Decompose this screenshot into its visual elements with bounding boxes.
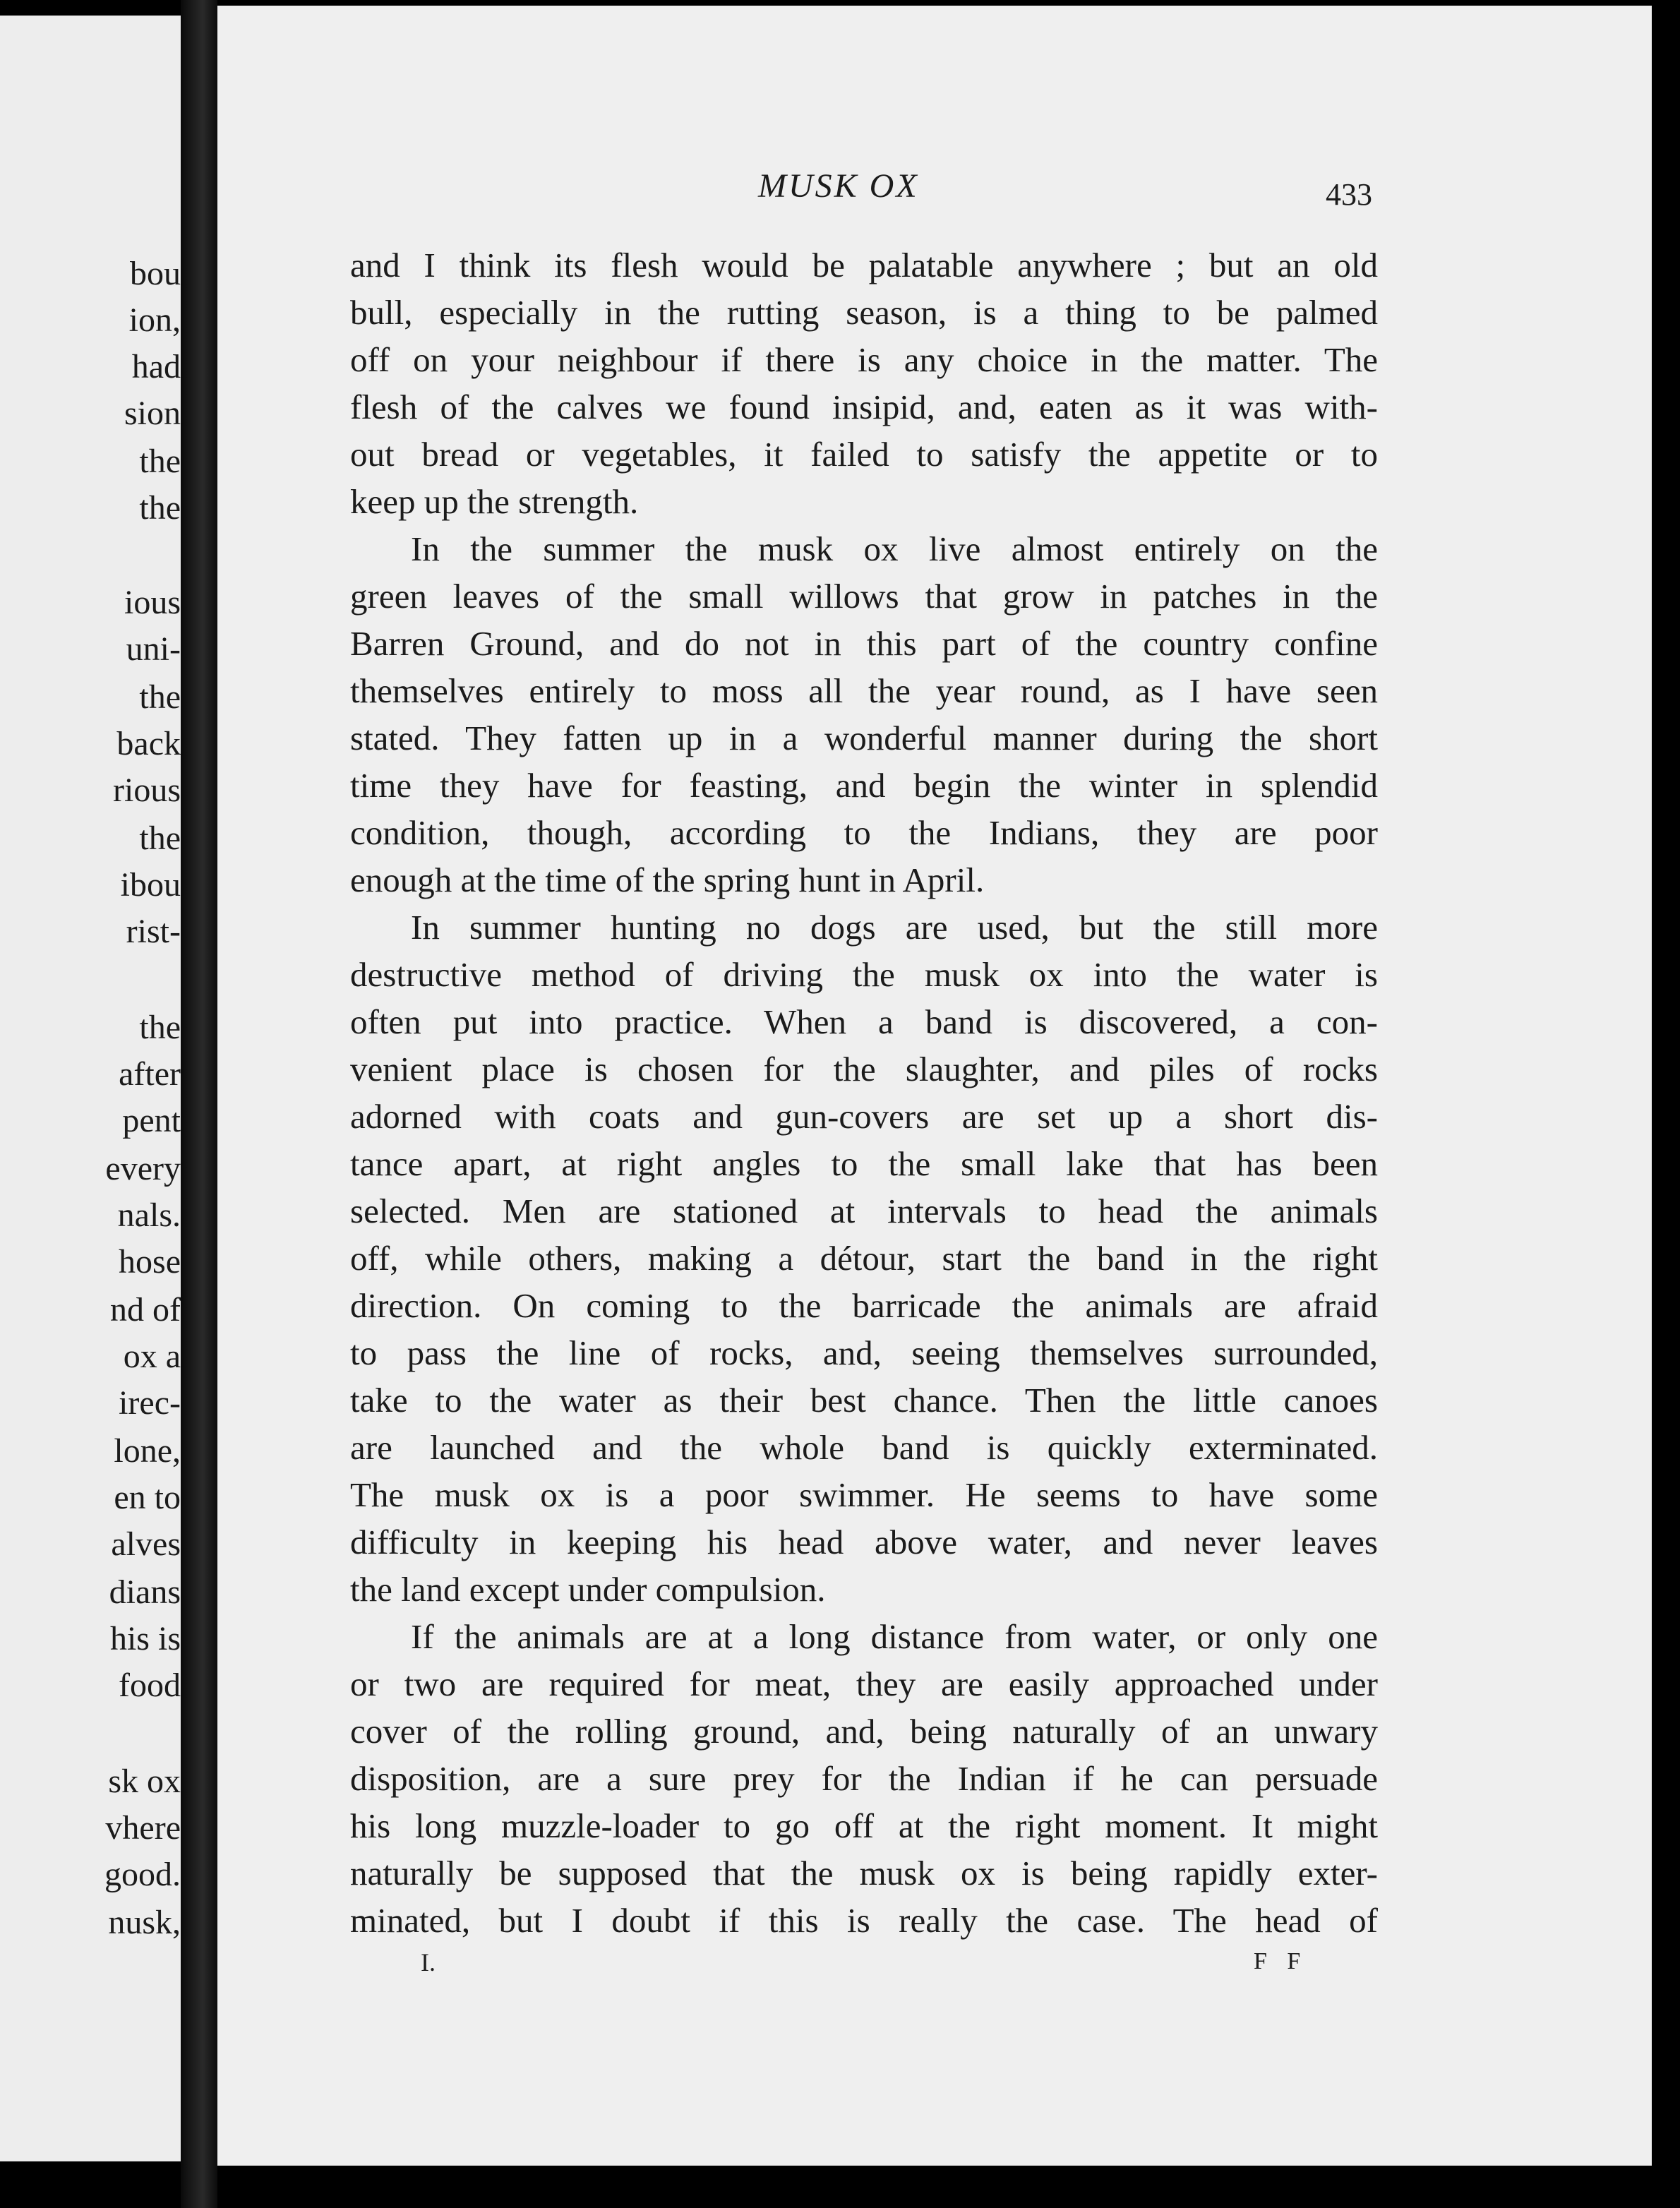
left-page-line-fragment: nusk,: [108, 1904, 181, 1941]
text-line: cover of the rolling ground, and, being naturally of an unwary: [350, 1712, 1378, 1751]
left-page-line-fragment: vhere: [105, 1809, 181, 1847]
left-page-line-fragment: rious: [113, 772, 181, 809]
left-page-line-fragment: good.: [104, 1856, 181, 1893]
left-page-line-fragment: ibou: [120, 866, 181, 904]
left-page-line-fragment: ion,: [128, 301, 181, 339]
previous-page-fragment: [0, 16, 181, 2161]
left-page-line-fragment: bou: [130, 255, 181, 292]
text-line: bull, especially in the rutting season, is a thing to be palmed: [350, 293, 1378, 332]
left-page-line-fragment: alves: [111, 1525, 181, 1563]
text-line: often put into practice. When a band is discovered, a con-: [350, 1002, 1378, 1041]
left-page-line-fragment: pent: [122, 1102, 181, 1139]
left-page-line-fragment: hose: [119, 1243, 181, 1280]
text-line: flesh of the calves we found insipid, and, eaten as it was with-: [350, 388, 1378, 426]
left-page-line-fragment: after: [119, 1055, 181, 1093]
page-number: 433: [1326, 177, 1372, 212]
text-line: out bread or vegetables, it failed to satisfy the appetite or to: [350, 435, 1378, 474]
left-page-line-fragment: sion: [124, 395, 181, 432]
text-line: In the summer the musk ox live almost entirely on the: [411, 529, 1378, 568]
text-line: keep up the strength.: [350, 482, 639, 521]
text-line: selected. Men are stationed at intervals to head the animals: [350, 1192, 1378, 1230]
text-line: difficulty in keeping his head above water, and never leaves: [350, 1523, 1378, 1561]
left-page-line-fragment: had: [131, 348, 181, 385]
text-line: to pass the line of rocks, and, seeing themselves surrounded,: [350, 1333, 1378, 1372]
text-line: take to the water as their best chance. Then the little canoes: [350, 1381, 1378, 1420]
left-page-line-fragment: every: [105, 1150, 181, 1187]
text-line: the land except under compulsion.: [350, 1570, 826, 1609]
text-line: disposition, are a sure prey for the Indian if he can persuade: [350, 1759, 1378, 1798]
body-text: [350, 241, 1378, 1944]
left-page-line-fragment: the: [139, 489, 181, 527]
left-page-line-fragment: the: [139, 678, 181, 716]
text-line: enough at the time of the spring hunt in April.: [350, 860, 985, 899]
running-head: MUSK OX: [758, 167, 919, 205]
text-line: time they have for feasting, and begin the winter in splendid: [350, 766, 1378, 805]
text-line: his long muzzle-loader to go off at the right moment. It might: [350, 1806, 1378, 1845]
left-page-line-fragment: the: [139, 1009, 181, 1046]
left-page-line-fragment: the: [139, 443, 181, 480]
left-page-line-fragment: rist-: [126, 913, 181, 950]
text-line: off, while others, making a détour, start the band in the right: [350, 1239, 1378, 1278]
left-page-line-fragment: back: [116, 725, 181, 762]
text-line: stated. They fatten up in a wonderful manner during the short: [350, 719, 1378, 757]
signature-mark-left: I.: [421, 1948, 436, 1976]
paragraph: [350, 1613, 1378, 1944]
text-line: Barren Ground, and do not in this part of the country confine: [350, 624, 1378, 663]
text-line: direction. On coming to the barricade the animals are afraid: [350, 1286, 1378, 1325]
paragraph: [350, 525, 1378, 904]
text-line: destructive method of driving the musk ox into the water is: [350, 955, 1378, 994]
book-gutter: [181, 0, 217, 2208]
text-line: If the animals are at a long distance from water, or only one: [411, 1617, 1378, 1656]
left-page-line-fragment: food: [119, 1667, 181, 1704]
left-page-line-fragment: uni-: [126, 630, 181, 668]
left-page-line-fragment: the: [139, 820, 181, 857]
left-page-line-fragment: dians: [109, 1573, 181, 1611]
left-page-line-fragment: en to: [114, 1479, 181, 1516]
text-line: themselves entirely to moss all the year round, as I have seen: [350, 671, 1378, 710]
paragraph: [350, 241, 1378, 525]
text-line: tance apart, at right angles to the small lake that has been: [350, 1144, 1378, 1183]
text-line: green leaves of the small willows that grow in patches in the: [350, 577, 1378, 616]
left-page-line-fragment: ious: [124, 584, 181, 621]
left-page-line-fragment: nals.: [117, 1196, 181, 1234]
text-line: venient place is chosen for the slaughter, and piles of rocks: [350, 1050, 1378, 1088]
signature-mark-right: F F: [1254, 1948, 1308, 1974]
left-page-line-fragment: lone,: [114, 1432, 181, 1470]
left-page-line-fragment: sk ox: [108, 1763, 181, 1800]
left-page-line-fragment: ox a: [123, 1338, 181, 1375]
paragraph: [350, 904, 1378, 1613]
text-line: condition, though, according to the Indians, they are poor: [350, 813, 1378, 852]
text-line: off on your neighbour if there is any choice in the matter. The: [350, 340, 1378, 379]
text-line: The musk ox is a poor swimmer. He seems to have some: [350, 1475, 1378, 1514]
text-line: adorned with coats and gun-covers are set up a short dis-: [350, 1097, 1378, 1136]
text-line: minated, but I doubt if this is really the case. The head of: [350, 1901, 1378, 1940]
left-page-line-fragment: irec-: [119, 1384, 181, 1422]
text-line: In summer hunting no dogs are used, but the still more: [411, 908, 1378, 947]
left-page-line-fragment: nd of: [110, 1291, 181, 1328]
text-line: naturally be supposed that the musk ox is being rapidly exter-: [350, 1854, 1378, 1892]
text-line: are launched and the whole band is quickly exterminated.: [350, 1428, 1378, 1467]
left-page-line-fragment: his is: [109, 1620, 181, 1657]
text-line: or two are required for meat, they are easily approached under: [350, 1664, 1378, 1703]
text-line: and I think its flesh would be palatable anywhere ; but an old: [350, 246, 1378, 284]
